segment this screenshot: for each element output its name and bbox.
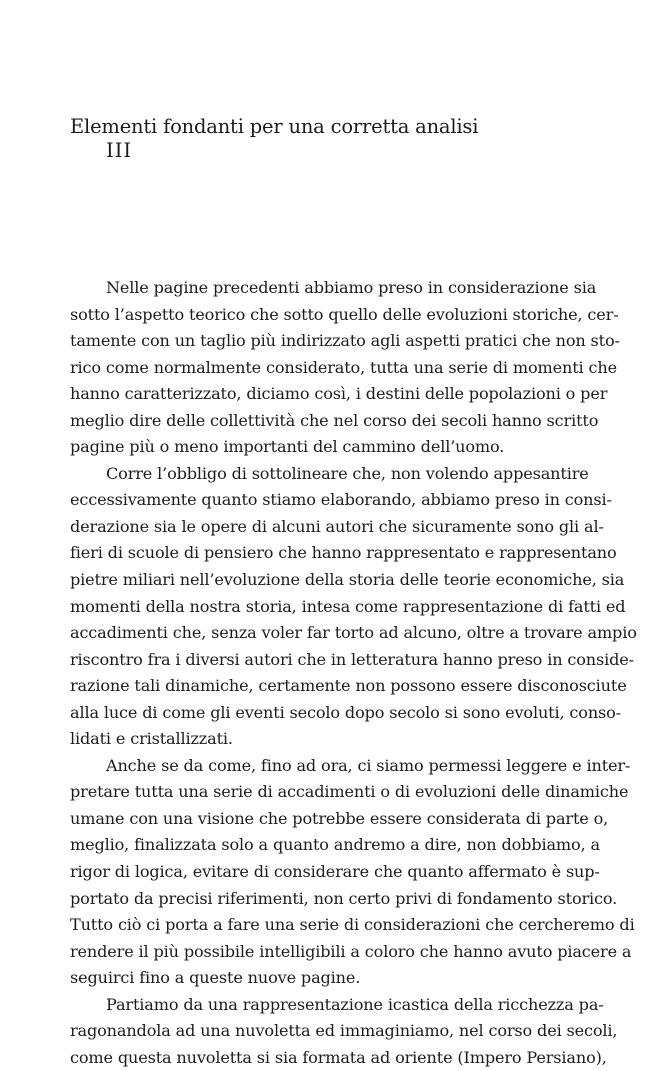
paragraph-2-line: lidati e cristallizzati.	[70, 729, 233, 749]
paragraph-3-line: pretare tutta una serie di accadimenti o di evoluzioni delle dinamiche	[70, 782, 629, 802]
chapter-number: III	[106, 139, 133, 162]
paragraph-2-line: riscontro fra i diversi autori che in letteratura hanno preso in conside-	[70, 649, 634, 669]
body-text	[70, 275, 637, 1071]
paragraph-3-line: umane con una visione che potrebbe essere considerata di parte o,	[70, 808, 609, 828]
paragraph-4-line: come questa nuvoletta si sia formata ad oriente (Impero Persiano),	[70, 1047, 607, 1067]
paragraph-3-line: rendere il più possibile intelligibili a coloro che hanno avuto piacere a	[70, 941, 632, 961]
paragraph-4-line: ragonandola ad una nuvoletta ed immaginiamo, nel corso dei secoli,	[70, 1021, 618, 1041]
paragraph-1-line: pagine più o meno importanti del cammino dell’uomo.	[70, 437, 505, 457]
paragraph-2-line: razione tali dinamiche, certamente non possono essere disconosciute	[70, 676, 627, 696]
paragraph-2-line: Corre l’obbligo di sottolineare che, non volendo appesantire	[106, 463, 589, 483]
paragraph-3-line: rigor di logica, evitare di considerare che quanto affermato è sup-	[70, 862, 600, 882]
paragraph-3-line: Anche se da come, fino ad ora, ci siamo permessi leggere e inter-	[106, 755, 631, 775]
paragraph-2-line: momenti della nostra storia, intesa come rappresentazione di fatti ed	[70, 596, 626, 616]
paragraph-2-line: fieri di scuole di pensiero che hanno rappresentato e rappresentano	[70, 543, 617, 563]
paragraph-1-line: tamente con un taglio più indirizzato agli aspetti pratici che non sto-	[70, 331, 620, 351]
paragraph-1-line: meglio dire delle collettività che nel corso dei secoli hanno scritto	[70, 410, 599, 430]
paragraph-3-line: Tutto ciò ci porta a fare una serie di considerazioni che cercheremo di	[70, 915, 635, 935]
paragraph-4-line: Partiamo da una rappresentazione icastica della ricchezza pa-	[106, 994, 604, 1014]
paragraph-2-line: derazione sia le opere di alcuni autori che sicuramente sono gli al-	[70, 516, 604, 536]
paragraph-3-line: meglio, finalizzata solo a quanto andremo a dire, non dobbiamo, a	[70, 835, 600, 855]
paragraph-1-line: rico come normalmente considerato, tutta una serie di momenti che	[70, 357, 617, 377]
paragraph-3-line: seguirci fino a queste nuove pagine.	[70, 968, 361, 988]
paragraph-1-line: hanno caratterizzato, diciamo così, i destini delle popolazioni o per	[70, 384, 608, 404]
paragraph-2-line: accadimenti che, senza voler far torto ad alcuno, oltre a trovare ampio	[70, 623, 637, 643]
paragraph-2-line: pietre miliari nell’evoluzione della storia delle teorie economiche, sia	[70, 570, 625, 590]
paragraph-3-line: portato da precisi riferimenti, non certo privi di fondamento storico.	[70, 888, 618, 908]
paragraph-2-line: eccessivamente quanto stiamo elaborando, abbiamo preso in consi-	[70, 490, 612, 510]
paragraph-2-line: alla luce di come gli eventi secolo dopo secolo si sono evoluti, conso-	[70, 702, 621, 722]
paragraph-1-line: sotto l’aspetto teorico che sotto quello delle evoluzioni storiche, cer-	[70, 304, 619, 324]
chapter-title: Elementi fondanti per una corretta analisi	[70, 115, 479, 138]
paragraph-1-line: Nelle pagine precedenti abbiamo preso in considerazione sia	[106, 278, 597, 297]
